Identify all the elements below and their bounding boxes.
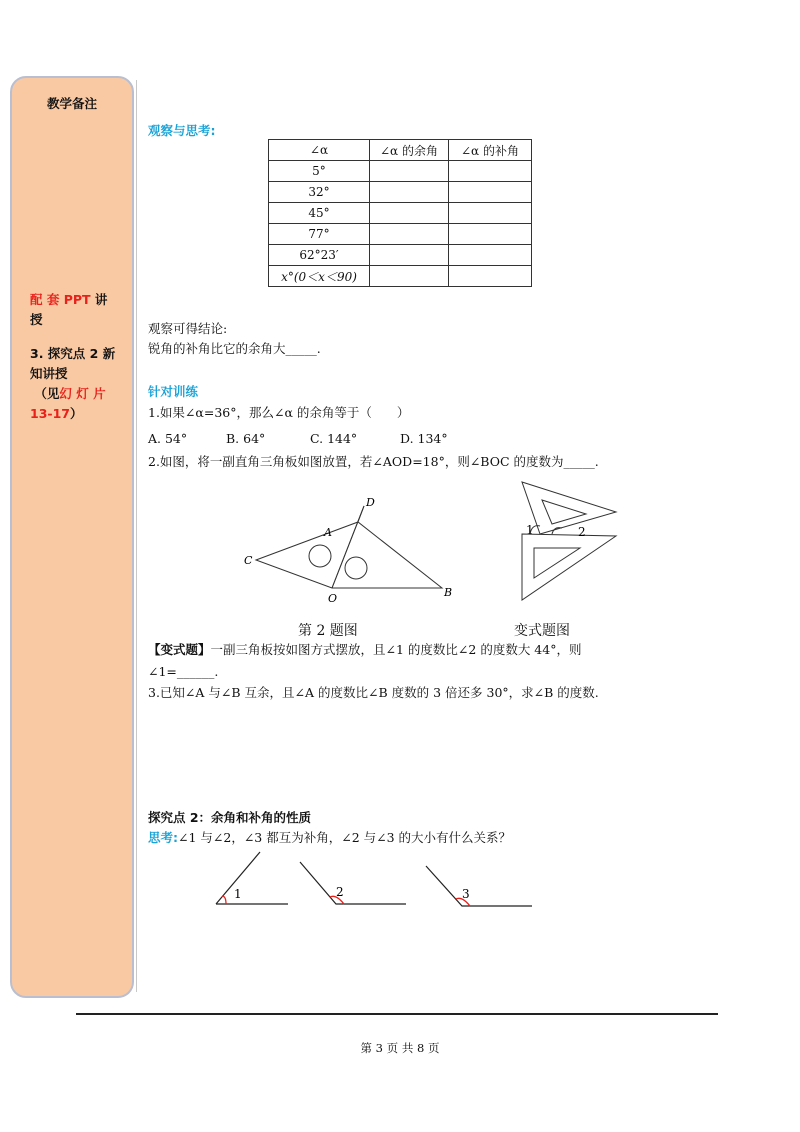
top-triangle-inner xyxy=(542,500,586,524)
variant-tag: 【变式题】 xyxy=(148,642,211,657)
table-cell xyxy=(370,245,449,266)
table-cell: x°(0＜x＜90) xyxy=(269,266,370,287)
label-o: O xyxy=(328,592,338,605)
ppt-suffix: 讲 xyxy=(90,292,108,307)
table-header-row xyxy=(269,140,532,161)
conclusion-label: 观察可得结论: xyxy=(148,321,228,336)
q1-option-a: A. 54° xyxy=(148,431,188,446)
table-cell xyxy=(370,161,449,182)
table-cell xyxy=(370,182,449,203)
table-cell: 77° xyxy=(269,224,370,245)
table-cell: 62°23′ xyxy=(269,245,370,266)
fig-right-caption: 变式题图 xyxy=(514,623,570,639)
bottom-triangle-outer xyxy=(522,534,616,600)
angle-2-lines xyxy=(300,862,406,904)
q1-option-b: B. 64° xyxy=(226,431,266,446)
table-cell: 45° xyxy=(269,203,370,224)
table-cell xyxy=(449,161,532,182)
think-prompt xyxy=(148,829,511,847)
label-b: B xyxy=(444,586,453,599)
label-angle-1: 1 xyxy=(526,523,534,537)
bottom-triangle-inner xyxy=(534,548,580,578)
table-header-cell: ∠α 的补角 xyxy=(449,140,532,161)
table-row xyxy=(269,266,532,287)
table-header-cell: ∠α 的余角 xyxy=(370,140,449,161)
label-d: D xyxy=(366,496,375,509)
label-c: C xyxy=(244,554,253,567)
triangle-large xyxy=(256,522,442,588)
question-3: 3.已知∠A 与∠B 互余，且∠A 的度数比∠B 度数的 3 倍还多 30°，求∠B 的度数. xyxy=(148,685,599,700)
table-cell xyxy=(370,266,449,287)
ppt-line2: 授 xyxy=(30,312,43,327)
table-row xyxy=(269,182,532,203)
think-label: 思考: xyxy=(148,830,178,845)
table-cell xyxy=(449,203,532,224)
angle-2-label: 2 xyxy=(336,885,344,899)
think-text: ∠1 与∠2，∠3 都互为补角，∠2 与∠3 的大小有什么关系？ xyxy=(178,830,512,845)
ppt-note xyxy=(30,290,126,330)
slides-close: ） xyxy=(69,406,83,421)
table-cell xyxy=(370,203,449,224)
table-cell xyxy=(449,182,532,203)
conclusion-text: 锐角的补角比它的余角大_____. xyxy=(148,341,321,356)
explore-heading: 探究点 2：余角和补角的性质 xyxy=(148,810,312,825)
step-line2: 知讲授 xyxy=(30,366,68,381)
table-row xyxy=(269,224,532,245)
angle-figures xyxy=(212,846,542,916)
question-2-figure xyxy=(236,492,466,608)
angle-table xyxy=(268,139,532,287)
table-cell xyxy=(370,224,449,245)
sidebar-divider xyxy=(136,80,137,992)
variant-question xyxy=(148,641,581,659)
table-cell: 32° xyxy=(269,182,370,203)
label-angle-2: 2 xyxy=(578,525,586,539)
step-line1: 3. 探究点 2 新 xyxy=(30,346,116,361)
table-cell xyxy=(449,266,532,287)
question-2: 2.如图，将一副直角三角板如图放置，若∠AOD=18°，则∠BOC 的度数为_____. xyxy=(148,454,599,469)
ppt-word: PPT xyxy=(63,292,91,307)
variant-figure xyxy=(508,476,632,616)
table-cell: 5° xyxy=(269,161,370,182)
variant-line1: 一副三角板按如图方式摆放，且∠1 的度数比∠2 的度数大 44°，则 xyxy=(210,642,582,657)
teaching-notes-sidebar xyxy=(10,76,134,998)
practice-heading: 针对训练 xyxy=(148,384,199,399)
label-a: A xyxy=(324,526,332,539)
angle-3-lines xyxy=(426,866,532,906)
sidebar-title: 教学备注 xyxy=(46,96,97,111)
ppt-prefix: 配 套 xyxy=(30,292,64,307)
angle-1-label: 1 xyxy=(234,887,242,901)
table-cell xyxy=(449,224,532,245)
step-note xyxy=(30,344,126,424)
question-1: 1.如果∠α=36°，那么∠α 的余角等于（ ） xyxy=(148,405,410,420)
table-row xyxy=(269,203,532,224)
variant-line2: ∠1=______. xyxy=(148,664,219,679)
angle-1-arc xyxy=(222,896,226,904)
table-cell xyxy=(449,245,532,266)
footer-rule xyxy=(76,1013,718,1015)
q1-option-c: C. 144° xyxy=(310,431,358,446)
page-number: 第 3 页 共 8 页 xyxy=(360,1041,440,1055)
fig-left-caption: 第 2 题图 xyxy=(298,623,358,639)
triangle-hole-right xyxy=(345,557,367,579)
slides-open: （见 xyxy=(34,386,60,401)
triangle-hole-left xyxy=(309,545,331,567)
observe-heading: 观察与思考: xyxy=(148,123,216,138)
angle-3-label: 3 xyxy=(462,887,470,901)
slides-red: 幻 灯 片 xyxy=(59,386,106,401)
table-row xyxy=(269,161,532,182)
q1-option-d: D. 134° xyxy=(400,431,448,446)
table-row xyxy=(269,245,532,266)
table-header-cell: ∠α xyxy=(269,140,370,161)
slides-range: 13-17 xyxy=(30,406,70,421)
